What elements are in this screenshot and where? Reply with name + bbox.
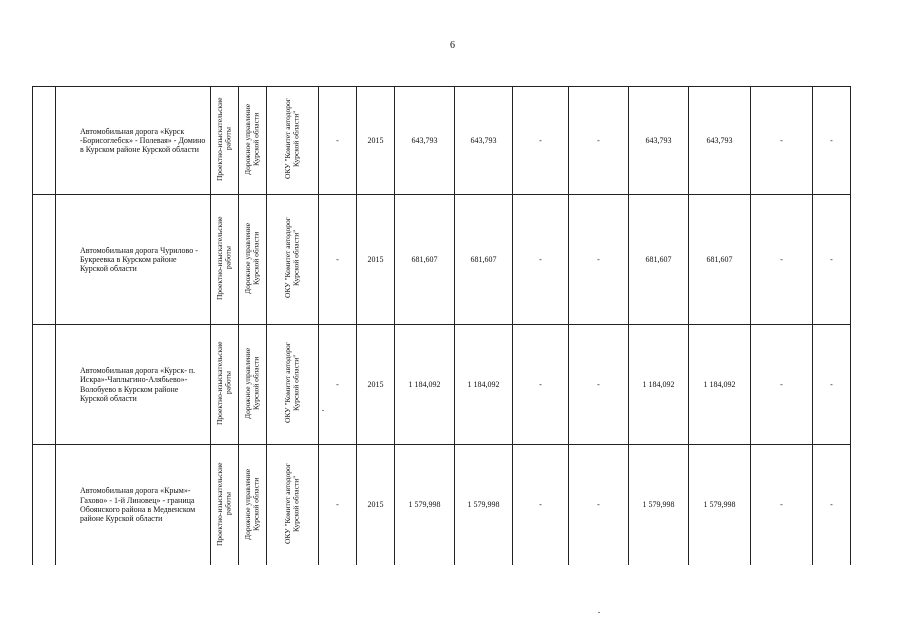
status-cell: - xyxy=(319,445,357,565)
value-cell: - xyxy=(751,195,813,325)
status-cell: - xyxy=(319,87,357,195)
executor-cell xyxy=(267,87,319,195)
manager-cell xyxy=(239,195,267,325)
work-type-text: Проектно-изыскательские работы xyxy=(215,216,233,301)
work-type-cell xyxy=(211,87,239,195)
value-cell: - xyxy=(751,445,813,565)
value-cell: - xyxy=(513,195,569,325)
value-cell: - xyxy=(513,445,569,565)
table-row xyxy=(33,325,851,445)
value-cell: - xyxy=(813,325,851,445)
value-cell: 643,793 xyxy=(455,87,513,195)
manager-cell xyxy=(239,325,267,445)
row-number-cell xyxy=(33,195,56,325)
value-cell: - xyxy=(513,87,569,195)
value-cell: 681,607 xyxy=(689,195,751,325)
executor-text: ОКУ "Комитет автодорог Курской области" xyxy=(283,463,301,545)
value-cell: - xyxy=(813,195,851,325)
value-cell: - xyxy=(569,195,629,325)
manager-text: Дорожное управление Курской области xyxy=(243,103,261,175)
total-cell: 643,793 xyxy=(395,87,455,195)
table-row xyxy=(33,195,851,325)
value-cell: 1 184,092 xyxy=(629,325,689,445)
executor-text: ОКУ "Комитет автодорог Курской области" xyxy=(283,218,301,299)
value-cell: - xyxy=(813,87,851,195)
value-cell: 643,793 xyxy=(689,87,751,195)
year-cell: 2015 xyxy=(357,325,395,445)
row-number-cell xyxy=(33,445,56,565)
total-cell: 681,607 xyxy=(395,195,455,325)
value-cell: 681,607 xyxy=(629,195,689,325)
manager-cell xyxy=(239,445,267,565)
page-number: 6 xyxy=(450,40,455,51)
year-cell: 2015 xyxy=(357,445,395,565)
value-cell: - xyxy=(569,325,629,445)
work-type-text: Проектно-изыскательские работы xyxy=(215,97,233,182)
manager-text: Дорожное управление Курской области xyxy=(243,222,261,294)
executor-text: ОКУ "Комитет автодорог Курской области" xyxy=(283,343,301,424)
value-cell: - xyxy=(513,325,569,445)
value-cell: - xyxy=(751,87,813,195)
year-cell: 2015 xyxy=(357,195,395,325)
road-name-cell: Автомобильная дорога Чурилово - Букреевка в Курском районе Курской области xyxy=(56,195,211,325)
value-cell: - xyxy=(569,445,629,565)
executor-cell xyxy=(267,325,319,445)
value-cell: 1 184,092 xyxy=(455,325,513,445)
total-cell: 1 579,998 xyxy=(395,445,455,565)
year-cell: 2015 xyxy=(357,87,395,195)
manager-text: Дорожное управление Курской области xyxy=(243,468,261,540)
work-type-cell xyxy=(211,325,239,445)
work-type-text: Проектно-изыскательские работы xyxy=(215,461,233,546)
value-cell: - xyxy=(813,445,851,565)
program-table xyxy=(32,86,851,565)
status-cell: - xyxy=(319,325,357,445)
executor-cell xyxy=(267,195,319,325)
row-number-cell xyxy=(33,87,56,195)
value-cell: 1 579,998 xyxy=(689,445,751,565)
scan-speck xyxy=(322,410,324,411)
road-name-cell: Автомобильная дорога «Курск -Борисоглебск» - Полевая» - Домино в Курском районе Курской области xyxy=(56,87,211,195)
work-type-text: Проектно-изыскательские работы xyxy=(215,341,233,426)
value-cell: - xyxy=(569,87,629,195)
value-cell: 681,607 xyxy=(455,195,513,325)
road-name-cell: Автомобильная дорога «Курск- п. Искра»-Чаплыгино-Алябьево»-Волобуево в Курском районе Курской области xyxy=(56,325,211,445)
table-row xyxy=(33,87,851,195)
executor-cell xyxy=(267,445,319,565)
row-number-cell xyxy=(33,325,56,445)
value-cell: 643,793 xyxy=(629,87,689,195)
manager-cell xyxy=(239,87,267,195)
total-cell: 1 184,092 xyxy=(395,325,455,445)
scan-speck xyxy=(598,612,600,613)
value-cell: - xyxy=(751,325,813,445)
value-cell: 1 184,092 xyxy=(689,325,751,445)
status-cell: - xyxy=(319,195,357,325)
road-name-cell: Автомобильная дорога «Крым»-Гахово» - 1-й Линовец» - граница Обоянского района в Медвенском районе Курской области xyxy=(56,445,211,565)
value-cell: 1 579,998 xyxy=(629,445,689,565)
value-cell: 1 579,998 xyxy=(455,445,513,565)
work-type-cell xyxy=(211,445,239,565)
table-row xyxy=(33,445,851,565)
executor-text: ОКУ "Комитет автодорог Курской области" xyxy=(283,99,301,180)
manager-text: Дорожное управление Курской области xyxy=(243,347,261,419)
work-type-cell xyxy=(211,195,239,325)
